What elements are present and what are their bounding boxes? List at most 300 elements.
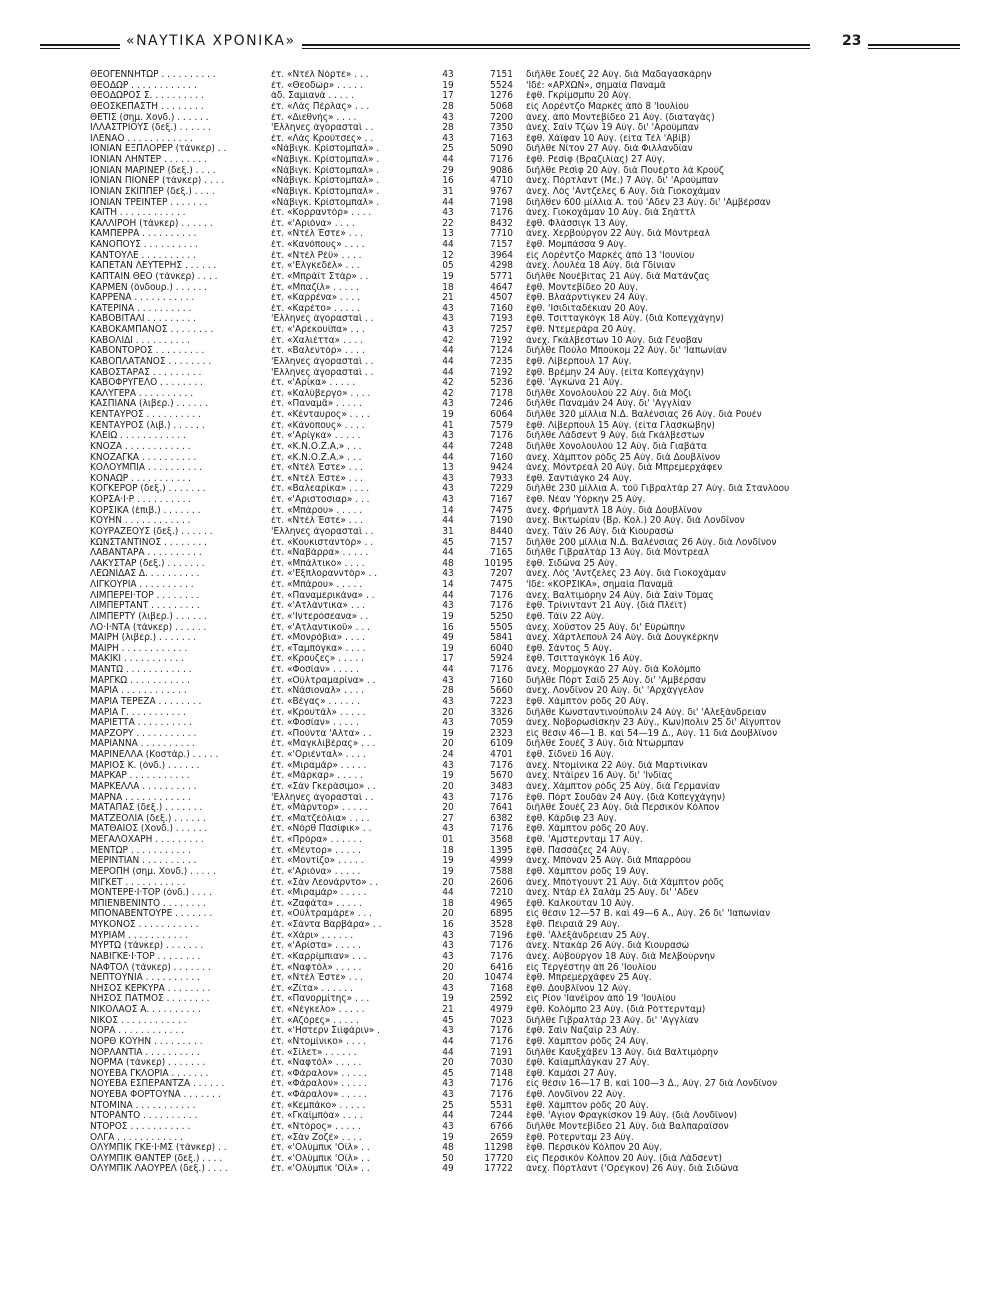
owner: ἐτ. «Μπάλτικο» . . . . [271,558,365,569]
owner: 'Ελληνες ἀγορασταὶ . . [271,314,374,325]
ship-name: ΜΙΓΚΕΤ . . . . . . . . . . . [90,877,186,888]
tonnage: 7124 [490,346,513,357]
owner: ἐτ. «Σίλετ» . . . . . . [271,1047,357,1058]
movement: ἀνεχ. Ντομίνικα 22 Αὐγ. διὰ Μαρτινίκαν [526,760,708,771]
table-row [90,569,990,580]
owner: «Νάβιγκ. Κρίστομπαλ» . [271,144,380,155]
owner: ἐτ. «'Ατλαντικοῦ» . . . [271,622,370,633]
table-row [90,654,990,665]
tonnage: 7192 [490,367,513,378]
tonnage: 3483 [490,781,513,792]
ship-name: ΝΙΚΟΣ . . . . . . . . . . . . [90,1015,187,1026]
movement: ἀνεχ. Λὸς 'Αντζελες 6 Αὐγ. διὰ Γιοκοχάμαν [526,186,721,197]
owner: ἐτ. «Χάρι» . . . . . . [271,930,354,941]
owner: ἐτ. «'Ολύμπικ 'Οϊλ» . . [271,1164,370,1175]
flag-code: 45 [442,1068,454,1079]
movement: ἀνεχ. Πόρτλαντ ('Ορεγκον) 26 Αὐγ. διὰ Σιδῶνα [526,1164,739,1175]
flag-code: 42 [442,388,454,399]
flag-code: 43 [442,930,454,941]
owner: ἐτ. «Βαλεντὸρ» . . . . [271,346,365,357]
flag-code: 43 [442,951,454,962]
flag-code: 44 [442,1036,454,1047]
tonnage: 1395 [490,845,513,856]
ship-name: ΝΗΣΟΣ ΚΕΡΚΥΡΑ . . . . . . . . [90,983,211,994]
owner: 'Ελληνες ἀγορασταὶ . . [271,367,374,378]
table-row [90,378,990,389]
movement: ἔφθ. Χάμπτον ρὸδς 20 Αὐγ. [526,824,649,835]
movement: ἔφθ. Χάμπτον ρὸδς 20 Αὐγ. [526,1100,649,1111]
movement: ἀνεχ. Σαὶν Τζὼν 19 Αὐγ. δι' 'Αρούμπαν [526,123,699,134]
ship-name: ΚΑΒΟΝΤΟΡΟΣ . . . . . . . . . [90,346,205,357]
tonnage: 10474 [484,973,513,984]
ship-name: ΝΟΥΕΒΑ ΕΣΠΕΡΑΝΤΖΑ . . . . . . [90,1079,225,1090]
tonnage: 7176 [490,824,513,835]
movement: διῆλθε Σουὲζ 22 Αὐγ. διὰ Μαδαγασκάρην [526,70,712,80]
tonnage: 7176 [490,1026,513,1037]
movement: ἀνεχ. Χάρτλεπουλ 24 Αὐγ. διὰ Δουγκέρκην [526,633,719,644]
flag-code: 14 [442,505,454,516]
tonnage: 2606 [490,877,513,888]
tonnage: 7176 [490,155,513,165]
table-row [90,1037,990,1048]
table-row [90,548,990,559]
movement: εἰς θέσιν 46—1 Β. καὶ 54—19 Δ., Αὐγ. 11 διὰ Δουβλῖνον [526,728,778,739]
table-row [90,909,990,920]
table-row [90,91,990,102]
movement: ἔφθ. Κάρδιφ 23 Αὐγ. [526,813,617,824]
table-row [90,1016,990,1027]
tonnage: 4979 [490,1005,513,1015]
flag-code: 43 [442,760,454,771]
ship-name: ΜΑΡΙΕΤΤΑ . . . . . . . . . . [90,718,192,729]
flag-code: 44 [442,888,454,899]
tonnage: 5068 [490,101,513,112]
tonnage: 5505 [490,622,513,633]
flag-code: 44 [442,590,454,601]
movement: διῆλθε Γιβραλτὰρ 13 Αὐγ. διὰ Μόντρεαλ [526,548,710,559]
table-row [90,314,990,325]
ship-name: ΙΛΛΑΣΤΡΙΟΥΣ (δεξ.) . . . . . . [90,123,212,134]
flag-code: 25 [442,144,454,155]
owner: 'Ελληνες ἀγορασταὶ . . [271,356,374,367]
tonnage: 5090 [490,144,513,155]
flag-code: 20 [442,973,454,984]
table-row [90,463,990,474]
ship-name: ΝΟΡΜΑ (τάνκερ) . . . . . . . [90,1058,206,1069]
flag-code: 43 [442,675,454,686]
owner: ἐτ. «'Αρίγκα» . . . . . [271,431,361,442]
owner: ἐτ. «Πανορμίτης» . . . [271,994,370,1005]
owner: ἐτ. «Μάρντορ» . . . . . [271,803,368,814]
ship-name: ΜΑΡΙΑ . . . . . . . . . . . . [90,686,187,697]
movement: διῆλθε Καυξχάβεν 13 Αὐγ. διὰ Βαλτιμόρην [526,1047,719,1058]
flag-code: 16 [442,622,454,633]
table-row [90,793,990,804]
owner: ἐτ. «Μπράϊτ Στὰρ» . . [271,271,369,282]
table-row [90,1079,990,1090]
owner: ἐτ. «Ναφτόλ» . . . . . [271,1058,362,1069]
flag-code: 19 [442,856,454,867]
owner: ἐτ. «Ντὲλ Νόρτε» . . . [271,70,369,80]
table-row [90,336,990,347]
flag-code: 43 [442,1090,454,1100]
flag-code: 48 [442,1143,454,1154]
tonnage: 7207 [490,569,513,580]
header-rule-right [868,44,960,46]
flag-code: 27 [442,813,454,824]
tonnage: 4701 [490,750,513,760]
table-row [90,283,990,294]
movement: εἰς Ρίον 'Ιανέϊρον ἀπὸ 19 'Ιουλίου [526,994,676,1005]
tonnage: 3568 [490,835,513,845]
tonnage: 3964 [490,250,513,261]
flag-code: 43 [442,314,454,325]
flag-code: 43 [442,133,454,144]
table-row [90,293,990,304]
table-row [90,867,990,878]
table-row [90,739,990,750]
owner: 'Ελληνες ἀγορασταὶ . . [271,792,374,803]
owner: ἐτ. «Μάρκαρ» . . . . . [271,771,363,782]
flag-code: 41 [442,420,454,431]
owner: ἐτ. «Λὰς Πέρλας» . . . [271,101,370,112]
ship-name: ΘΕΟΣΚΕΠΑΣΤΗ . . . . . . . . [90,101,204,112]
flag-code: 43 [442,696,454,707]
tonnage: 4965 [490,898,513,909]
owner: 'Ελληνες ἀγορασταὶ . . [271,123,374,134]
movement: ἀνεχ. Λὸς 'Αντζελες 23 Αὐγ. διὰ Γιοκοχάμαν [526,569,726,580]
table-row [90,623,990,634]
ship-name: ΜΑΝΤΩ . . . . . . . . . . . . [90,665,192,675]
tonnage: 7176 [490,1036,513,1047]
table-row [90,973,990,984]
owner: ἐτ. «Πρόρα» . . . . . . [271,835,362,845]
ship-name: ΝΑΦΤΟΛ (τάνκερ) . . . . . . . [90,962,211,973]
table-row [90,219,990,230]
movement: διῆλθε Χονολουλοὺ 12 Αὐγ. διὰ Γιαβάτα [526,441,707,452]
flag-code: 21 [442,1005,454,1015]
owner: «Νάβιγκ. Κρίστομπαλ» . [271,176,380,187]
ship-name: ΙΟΝΙΑΝ ΤΡΕΪΝΤΕΡ . . . . . . . [90,197,208,208]
owner: ἐτ. «Κανόπους» . . . . [271,240,365,250]
tonnage: 7191 [490,1047,513,1058]
table-row [90,888,990,899]
movement: ἔφθ. Μομπάσσα 9 Αὐγ. [526,240,627,250]
table-row [90,70,990,81]
tonnage: 7148 [490,1068,513,1079]
ship-name: ΛΟ·Ι·ΝΤΑ (τάνκερ) . . . . . . [90,622,207,633]
owner: ἐτ. «Ντὲλ Έστε» . . . [271,973,364,984]
tonnage: 6109 [490,739,513,750]
owner: ἐτ. «Μονρόβια» . . . . [271,633,366,644]
table-row [90,516,990,527]
ship-name: ΚΑΠΤΑΙΝ ΘΕΟ (τάνκερ) . . . . [90,271,218,282]
owner: ἐτ. «'Ελγκεδὲλ» . . . [271,261,360,272]
flag-code: 43 [442,303,454,314]
ship-name: ΚΑΜΠΕΡΡΑ . . . . . . . . . . [90,229,197,240]
ship-name: ΘΕΟΔΩΡΟΣ Σ. . . . . . . . . . [90,91,204,102]
table-row [90,538,990,549]
ship-name: ΚΑΝΟΠΟΥΣ . . . . . . . . . . [90,240,199,250]
table-row [90,102,990,113]
table-row [90,304,990,315]
tonnage: 7176 [490,431,513,442]
ship-name: ΝΟΡΛΑΝΤΙΑ . . . . . . . . . . [90,1047,200,1058]
table-row [90,920,990,931]
tonnage: 5670 [490,771,513,782]
owner: ἐτ. «Νάσιοναλ» . . . . [271,686,365,697]
movement: ἔφθ. Καλκούταν 10 Αὐγ. [526,898,635,909]
owner: ἐτ. «Φάραλον» . . . . . [271,1090,368,1100]
tonnage: 7710 [490,229,513,240]
flag-code: 44 [442,240,454,250]
owner: ἐτ. «Μιραμάρ» . . . . . [271,760,367,771]
tonnage: 2323 [490,728,513,739]
flag-code: 44 [442,367,454,378]
tonnage: 7350 [490,123,513,134]
owner: ἐτ. «Σὰν Ζοζὲ» . . . . [271,1132,362,1143]
ship-name: ΜΕΡΙΝΤΙΑΝ . . . . . . . . . . [90,856,197,867]
tonnage: 3326 [490,707,513,718]
movement: ἀνεχ. Νοβορωσίσκην 23 Αὐγ., Κων)πολιν 25 δι' Αἴγυπτον [526,718,781,729]
ship-name: ΚΑΛΥΓΕΡΑ . . . . . . . . . . [90,388,194,399]
owner: ἐτ. «Ματζεόλια» . . . . [271,813,370,824]
owner: ἐτ. «Καρρίμπιαν» . . . [271,951,367,962]
ship-name: ΜΑΙΡΗ (λιβερ.) . . . . . . . [90,633,197,644]
ship-name: ΟΛΥΜΠΙΚ ΛΑΟΥΡΕΛ (δεξ.) . . . . [90,1164,228,1175]
flag-code: 43 [442,325,454,335]
table-row [90,878,990,889]
flag-code: 28 [442,101,454,112]
tonnage: 4647 [490,282,513,293]
tonnage: 7160 [490,303,513,314]
ship-name: ΚΑΒΟΠΛΑΤΑΝΟΣ . . . . . . . . [90,356,212,367]
flag-code: 43 [442,941,454,952]
table-row [90,612,990,623]
movement: εἰς Λορέντζο Μαρκὲς ἀπὸ 13 'Ιουνίου [526,250,695,261]
table-row [90,994,990,1005]
table-row [90,229,990,240]
flag-code: 20 [442,803,454,814]
tonnage: 7641 [490,803,513,814]
flag-code: 43 [442,824,454,835]
ship-name: ΝΤΟΜΙΝΑ . . . . . . . . . . . [90,1100,196,1111]
tonnage: 10195 [484,558,513,569]
ship-name: ΜΑΡΙΑ Γ. . . . . . . . . . . [90,707,186,718]
table-row [90,431,990,442]
movement: διῆλθε Χονολουλοὺ 22 Αὐγ. διὰ Μόζι [526,388,692,399]
flag-code: 20 [442,909,454,920]
flag-code: 19 [442,271,454,282]
movement: ἀνεχ. Χάμπτον ρὸδς 25 Αὐγ. διὰ Δουβλῖνον [526,452,721,463]
tonnage: 17722 [484,1164,513,1175]
movement: ἔφθ. Πασσάζες 24 Αὐγ. [526,845,630,856]
owner: ἐτ. «'Ιντερόσεανα» . . [271,611,369,622]
tonnage: 7168 [490,983,513,994]
ship-name: ΝΤΟΡΑΝΤΟ . . . . . . . . . . [90,1111,198,1122]
table-row [90,1143,990,1154]
owner: ἐτ. «'Αριστοσιαρ» . . . [271,495,370,505]
tonnage: 7244 [490,1111,513,1122]
owner: «Νάβιγκ. Κρίστομπαλ» . [271,197,380,208]
owner: ἐτ. «Θεοδώρ» . . . . . [271,80,363,91]
tonnage: 2659 [490,1132,513,1143]
ship-name: ΜΑΡΖΟΡΥ . . . . . . . . . . . [90,728,197,739]
tonnage: 7193 [490,314,513,325]
table-row [90,251,990,262]
ship-name: ΚΑΙΤΗ . . . . . . . . . . . . [90,208,186,219]
tonnage: 7210 [490,888,513,899]
table-row [90,803,990,814]
tonnage: 7176 [490,590,513,601]
ship-name: ΜΟΝΤΕΡΕ·Ι·ΤΟΡ (ὀνδ.) . . . . [90,888,212,899]
movement: ἔφθ. Πειραιᾶ 29 Αὐγ. [526,920,620,930]
tonnage: 5660 [490,686,513,697]
owner: ἐτ. «Μιραμάρ» . . . . . [271,888,367,899]
ship-name: ΜΑΤΑΠΑΣ (δεξ.) . . . . . . . [90,803,203,814]
owner: ἐτ. «Μπαζίλ» . . . . . [271,282,359,293]
ship-name: ΜΑΚΙΚΙ . . . . . . . . . . . [90,654,184,665]
table-row [90,1005,990,1016]
ship-name: ΚΑΡΜΕΝ (ὅνδουρ.) . . . . . . [90,282,208,293]
tonnage: 7163 [490,133,513,144]
flag-code: 43 [442,569,454,580]
owner: ἐτ. «Ντὲλ Έστε» . . . [271,516,364,527]
flag-code: 19 [442,611,454,622]
movement: ἔφθ. Λονδῖνον 22 Αὐγ. [526,1090,626,1100]
movement: διῆλθε 200 μίλλια Ν.Δ. Βαλένσιας 26 Αὐγ. διὰ Λονδῖνον [526,537,777,548]
tonnage: 7030 [490,1058,513,1069]
tonnage: 7176 [490,951,513,962]
movement: διῆλθε Πὸρτ Σαΐδ 25 Αὐγ. δι' 'Αμβέρσαν [526,675,706,686]
tonnage: 5924 [490,654,513,665]
movement: ἀνεχ. Μορμογκάο 27 Αὐγ. διὰ Κολόμπο [526,665,701,675]
tonnage: 6766 [490,1121,513,1132]
movement: ἀνεχ. Ντακὰρ 26 Αὐγ. διὰ Κιουρασὼ [526,941,690,952]
ship-name: ΜΑΡΙΑ ΤΕΡΕΖΑ . . . . . . . . [90,696,202,707]
movement: ἔφθ. 'Αλεξάνδρειαν 25 Αὐγ. [526,930,650,941]
movement: ἔφθ. 'Αγιον Φραγκίσκον 19 Αὐγ. (διὰ Λονδῖνον) [526,1111,737,1122]
owner: ἐτ. «Κορραντόρ» . . . . [271,208,372,219]
ship-name: ΚΑΣΠΙΑΝΑ (λιβερ.) . . . . . . [90,399,208,410]
movement: ἔφθ. Γκρίμσμπυ 20 Αὐγ. [526,91,632,102]
table-row [90,963,990,974]
ship-name: ΛΕΩΝΙΔΑΣ Δ. . . . . . . . . . [90,569,200,580]
owner: ἐτ. «Κρούζες» . . . . . [271,654,364,665]
flag-code: 43 [442,208,454,219]
flag-code: 20 [442,962,454,973]
movement: ἀνεχ. Μπότγουντ 21 Αὐγ. διὰ Χάμπτον ρὸδς [526,877,725,888]
owner: «Νάβιγκ. Κρίστομπαλ» . [271,165,380,176]
movement: ἔφθ. 'Αμστερνταμ 17 Αὐγ. [526,835,643,845]
ship-name: ΚΟΡΣΙΚΑ (ἐπιβ.) . . . . . . . [90,505,201,516]
owner: ἐτ. «Ντὲλ Ρέϋ» . . . . [271,250,362,261]
tonnage: 7176 [490,1090,513,1100]
flag-code: 31 [442,526,454,537]
ship-name: ΚΑΠΕΤΑΝ ΛΕΥΤΕΡΗΣ . . . . . . [90,261,217,272]
owner: ἐτ. «Φοσίαν» . . . . . [271,718,359,729]
owner: ἐτ. «Ντὲλ Έστε» . . . [271,463,364,474]
flag-code: 19 [442,410,454,420]
flag-code: 50 [442,1153,454,1164]
ship-name: ΜΑΤΖΕΟΛΙΑ (δεξ.) . . . . . . [90,813,206,824]
table-row [90,113,990,124]
owner: ἐτ. «Φοσίαν» . . . . . [271,665,359,675]
ship-name: ΚΝΟΖΑ . . . . . . . . . . . . [90,441,191,452]
tonnage: 7178 [490,388,513,399]
ship-name: ΜΥΚΟΝΟΣ . . . . . . . . . . . [90,920,199,930]
table-row [90,984,990,995]
movement: ἀνεχ. Ντάϊρεν 16 Αὐγ. δι' 'Ινδίας [526,771,673,782]
movement: ἀνεχ. Χάμπτον ρὸδς 25 Αὐγ. διὰ Γερμανίαν [526,781,720,792]
movement: διῆλθε Μοντεβίδεο 21 Αὐγ. διὰ Βαλπαραΐσον [526,1121,729,1132]
owner: «Νάβιγκ. Κρίστομπαλ» . [271,155,380,165]
owner: ἐτ. «Φάραλον» . . . . . [271,1068,368,1079]
flag-code: 43 [442,70,454,80]
flag-code: 44 [442,548,454,559]
flag-code: 25 [442,1100,454,1111]
movement: ἔφθ. Λίβερπουλ 17 Αὐγ. [526,356,632,367]
tonnage: 1276 [490,91,513,102]
table-row [90,846,990,857]
owner: ἐτ. «'Ηστερν Σιϊφάριν» . [271,1026,380,1037]
table-row [90,729,990,740]
movement: ἔφθ. Σιδῶνα 25 Αὐγ. [526,558,618,569]
movement: εἰς θέσιν 12—57 Β. καὶ 49—6 Α., Αὐγ. 26 δι' 'Ιαπωνίαν [526,909,771,920]
table-row [90,325,990,336]
tonnage: 7176 [490,941,513,952]
ship-name: ΝΗΣΟΣ ΠΑΤΜΟΣ . . . . . . . . [90,994,210,1005]
flag-code: 43 [442,473,454,484]
flag-code: 45 [442,537,454,548]
movement: ἔφθ. Βλαάρντιγκεν 24 Αὐγ. [526,293,648,304]
owner: ἐτ. «Μέντορ» . . . . . [271,845,361,856]
table-row [90,506,990,517]
flag-code: 29 [442,165,454,176]
table-row [90,601,990,612]
movement: ἔφθ. Τσιτταγκὸγκ 16 Αὐγ. [526,654,643,665]
flag-code: 19 [442,643,454,654]
ship-name: ΚΑΒΟΒΙΤΑΛΙ . . . . . . . . . [90,314,196,325]
ship-name: ΘΕΟΓΕΝΝΗΤΩΡ . . . . . . . . . . [90,70,216,80]
ship-name: ΛΙΜΠΕΡΤΑΝΤ . . . . . . . . . [90,601,200,612]
tonnage: 7588 [490,866,513,877]
table-row [90,495,990,506]
table-row [90,176,990,187]
flag-code: 43 [442,431,454,442]
flag-code: 05 [442,261,454,272]
movement: ἔφθ. Σαὶν Ναζαὶρ 23 Αὐγ. [526,1026,640,1037]
tonnage: 7160 [490,675,513,686]
table-row [90,1058,990,1069]
table-row [90,261,990,272]
ship-name: ΝΑΒΙΓΚΕ·Ι·ΤΟΡ . . . . . . . . [90,951,201,962]
ship-name: ΛΙΓΚΟΥΡΙΑ . . . . . . . . . . [90,580,194,590]
ship-name: ΜΥΡΤΩ (τάνκερ) . . . . . . . [90,941,204,952]
owner: ἐτ. «Γκαϊμπόα» . . . . [271,1111,363,1122]
tonnage: 8440 [490,526,513,537]
movement: διῆλθε Πούλο Μπούκομ 22 Αὐγ. δι' 'Ιαπωνίαν [526,346,727,357]
table-row [90,1101,990,1112]
owner: ἐτ. «'Οριένταλ» . . . . [271,750,366,760]
movement: εἰς Τεργέστην ἀπ 26 'Ιουλίου [526,962,657,973]
ship-name: ΙΟΝΙΑΝ ΠΙΟΝΕΡ (τάνκερ) . . . . [90,176,225,187]
table-row [90,198,990,209]
owner: ἐτ. «'Αρίστα» . . . . . [271,941,361,952]
movement: διῆλθε Ρεσὶφ 20 Αὐγ. διὰ Πουέρτο λὰ Κρούζ [526,165,724,176]
flag-code: 18 [442,282,454,293]
table-row [90,771,990,782]
